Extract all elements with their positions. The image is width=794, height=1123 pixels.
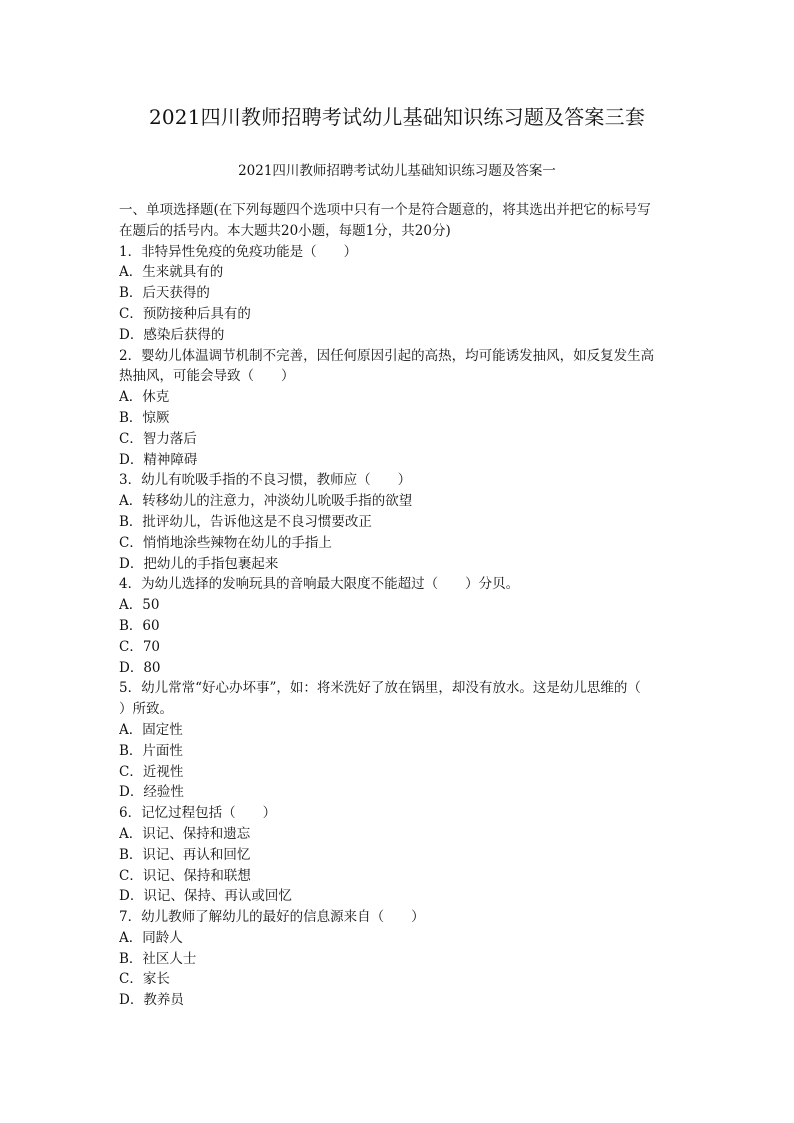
- question-2: [119, 346, 681, 471]
- option-d: D．把幼儿的手指包裹起来: [119, 555, 279, 572]
- option-a: A．固定性: [119, 721, 183, 738]
- document-body: [119, 200, 681, 1011]
- option-c: C．家长: [119, 971, 170, 988]
- option-a: A．休克: [119, 389, 170, 406]
- section-heading-line: 一、单项选择题(在下列每题四个选项中只有一个是符合题意的，将其选出并把它的标号写: [119, 202, 651, 218]
- option-c: C．悄悄地涂些辣物在幼儿的手指上: [119, 534, 332, 551]
- question-stem: 5．幼儿常常“好心办坏事”，如：将米洗好了放在锅里，却没有放水。这是幼儿思维的（: [119, 680, 641, 697]
- question-stem: 3．幼儿有吮吸手指的不良习惯，教师应（ ）: [119, 472, 412, 489]
- question-3: [119, 470, 681, 574]
- question-stem: 7．幼儿教师了解幼儿的最好的信息源来自（ ）: [119, 909, 425, 926]
- section-heading-line: 在题后的括号内。本大题共20小题，每题1分，共20分): [119, 222, 451, 239]
- option-b: B．片面性: [119, 742, 183, 759]
- question-4: [119, 574, 681, 678]
- option-a: A．50: [119, 597, 160, 614]
- question-stem-continued: ）所致。: [119, 701, 173, 718]
- question-stem: 4．为幼儿选择的发响玩具的音响最大限度不能超过（ ）分贝。: [119, 576, 520, 593]
- question-stem: 2．婴幼儿体温调节机制不完善，因任何原因引起的高热，均可能诱发抽风，如反复发生高: [119, 347, 655, 364]
- option-b: B．后天获得的: [119, 285, 210, 302]
- option-d: D．识记、保持、再认或回忆: [119, 888, 292, 905]
- option-d: D．感染后获得的: [119, 326, 225, 343]
- document-title: 2021四川教师招聘考试幼儿基础知识练习题及答案三套: [148, 105, 646, 129]
- option-a: A．转移幼儿的注意力，冲淡幼儿吮吸手指的欲望: [119, 493, 413, 510]
- document-subtitle: 2021四川教师招聘考试幼儿基础知识练习题及答案一: [238, 163, 556, 179]
- option-d: D．经验性: [119, 784, 184, 801]
- option-b: B．惊厥: [119, 409, 170, 426]
- option-c: C．识记、保持和联想: [119, 867, 251, 884]
- question-6: [119, 803, 681, 907]
- question-stem: 6．记忆过程包括（ ）: [119, 805, 277, 822]
- option-b: B．批评幼儿，告诉他这是不良习惯要改正: [119, 513, 372, 530]
- option-a: A．生来就具有的: [119, 264, 224, 281]
- option-c: C．预防接种后具有的: [119, 305, 251, 322]
- option-c: C．智力落后: [119, 430, 197, 447]
- option-c: C．近视性: [119, 763, 184, 780]
- option-d: D．80: [119, 659, 161, 676]
- option-a: A．同龄人: [119, 929, 183, 946]
- question-5: [119, 678, 681, 803]
- question-stem: 1．非特异性免疫的免疫功能是（ ）: [119, 243, 358, 260]
- option-d: D．精神障碍: [119, 451, 198, 468]
- question-stem-continued: 热抽风，可能会导致（ ）: [119, 368, 295, 385]
- option-b: B．识记、再认和回忆: [119, 846, 251, 863]
- question-7: [119, 907, 681, 1011]
- option-b: B．60: [119, 617, 160, 634]
- section-heading: [119, 200, 681, 242]
- question-1: [119, 242, 681, 346]
- option-c: C．70: [119, 638, 161, 655]
- option-a: A．识记、保持和遗忘: [119, 825, 251, 842]
- option-d: D．教养员: [119, 992, 184, 1009]
- option-b: B．社区人士: [119, 950, 197, 967]
